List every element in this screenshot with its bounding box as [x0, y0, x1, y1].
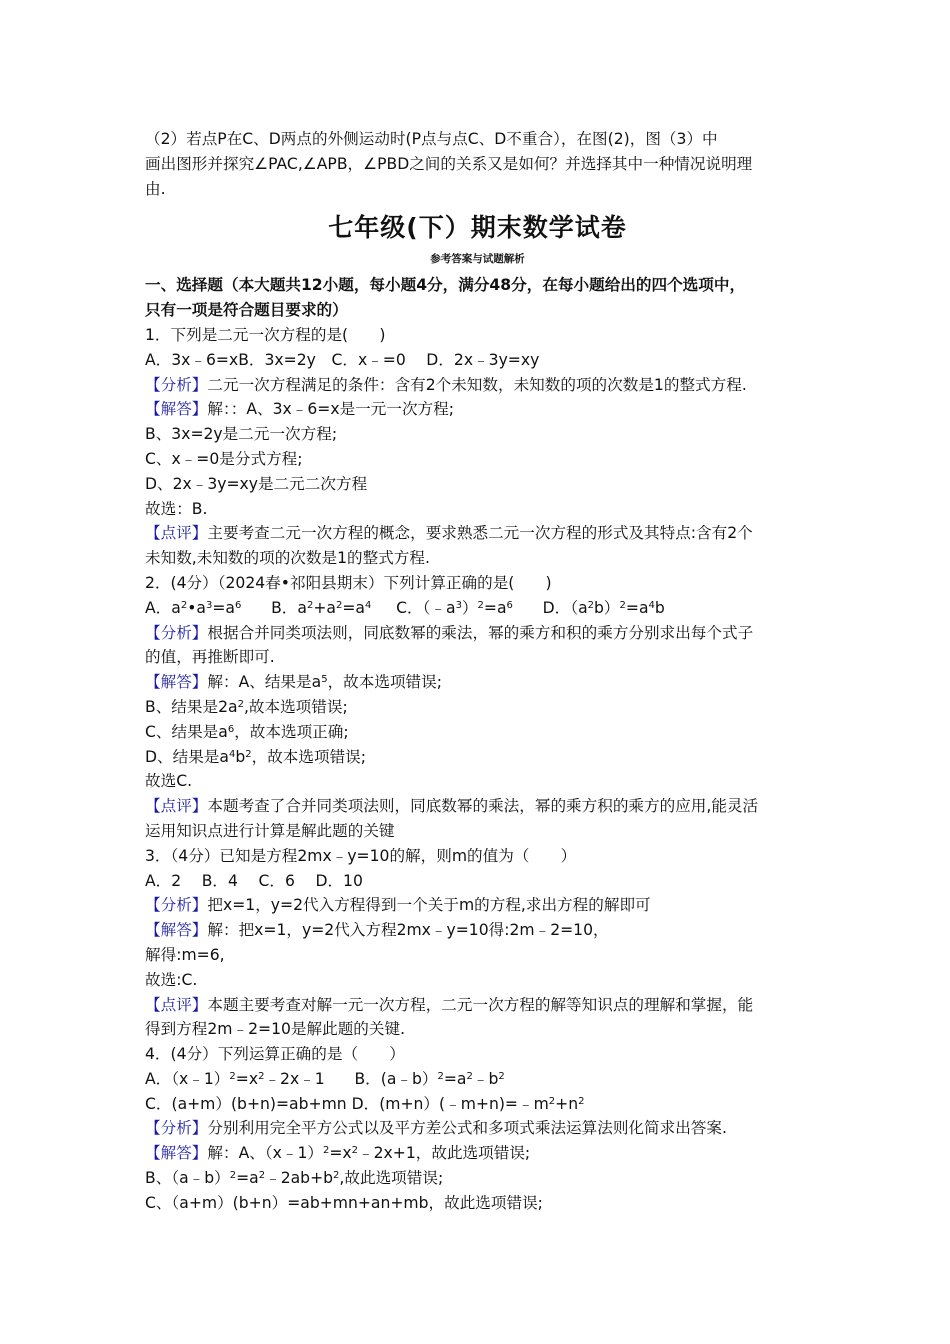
question-options: A．$(x﹣1)^2=x^2﹣2x﹣1$ B．$(a﹣b)^2=a^2﹣b^2$ [145, 1069, 505, 1088]
analysis-tag: 【分析】 [145, 623, 208, 642]
analysis-line: 【分析】根据合并同类项法则，同底数幂的乘法，幂的乘方和积的乘方分别求出每个式子 [145, 623, 754, 642]
document-page [145, 127, 810, 1216]
answer-step: B、3x=2y是二元一次方程; [145, 425, 338, 444]
answer-step: 解得:m=6, [145, 945, 225, 964]
comment-line: 得到方程2m﹣2=10是解此题的关键. [145, 1020, 406, 1039]
question-2 [145, 571, 810, 844]
section-heading: 只有一项是符合题目要求的） [145, 301, 348, 320]
text-line: （2）若点P在C、D两点的外侧运动时(P点与点C、D不重合），在图(2)，图（3）中 [145, 130, 718, 148]
answer-step: 故选C. [145, 772, 193, 791]
answer-step: C、结果是$a^6$，故本选项正确; [145, 722, 349, 741]
question-options: A．3x﹣6=xB．3x=2y C．x﹣=0 D．2x﹣3y=xy [145, 350, 540, 369]
answer-line: 【解答】解：把x=1，y=2代入方程2mx﹣y=10得:2m﹣2=10， [145, 921, 609, 940]
previous-question-part [145, 127, 810, 201]
answer-tag: 【解答】 [145, 400, 208, 419]
answer-step: 故选:C. [145, 970, 198, 989]
text-line: 画出图形并探究∠PAC,∠APB，∠PBD之间的关系又是如何？并选择其中一种情况说明理 [145, 154, 753, 173]
comment-line: 【点评】主要考查二元一次方程的概念，要求熟悉二元一次方程的形式及其特点:含有2个 [145, 524, 753, 543]
answer-step: B、结果是$2a^2$,故本选项错误; [145, 697, 348, 716]
question-stem: 1．下列是二元一次方程的是( ) [145, 325, 386, 344]
comment-tag: 【点评】 [145, 995, 208, 1014]
section-heading: 一、选择题（本大题共12小题，每小题4分，满分48分，在每小题给出的四个选项中， [145, 276, 746, 295]
answer-tag: 【解答】 [145, 921, 208, 940]
question-3 [145, 844, 810, 1042]
answer-step: B、$(a﹣b)^2=a^2﹣2ab+b^2$,故此选项错误; [145, 1169, 444, 1188]
answer-step: C、x﹣=0是分式方程; [145, 449, 303, 468]
comment-line: 【点评】本题考查了合并同类项法则，同底数幂的乘法，幂的乘方积的乘方的应用,能灵活 [145, 797, 759, 816]
answer-step: C、（a+m）(b+n）=ab+mn+an+mb，故此选项错误; [145, 1193, 543, 1212]
answer-tag: 【解答】 [145, 673, 208, 692]
question-stem: 2．(4分）（2024春•祁阳县期末）下列计算正确的是( ) [145, 573, 552, 592]
question-options: A．$a^2•a^3=a^6$ B．$a^2+a^2=a^4$ C．$(﹣a^3)^2=a^6$ D．$(a^2b)^2=a^4b$ [145, 598, 665, 617]
answer-tag: 【解答】 [145, 1144, 208, 1163]
question-options: C．(a+m）(b+n)=ab+mn D．$(m+n)(﹣m+n)=﹣m^2+n^2$ [145, 1094, 585, 1113]
question-4 [145, 1042, 810, 1216]
analysis-line: 【分析】二元一次方程满足的条件：含有2个未知数，未知数的项的次数是1的整式方程. [145, 375, 747, 394]
analysis-tag: 【分析】 [145, 1119, 208, 1138]
analysis-line: 【分析】把x=1，y=2代入方程得到一个关于m的方程,求出方程的解即可 [145, 896, 651, 915]
analysis-tag: 【分析】 [145, 896, 208, 915]
comment-line: 运用知识点进行计算是解此题的关键 [145, 821, 395, 840]
analysis-tag: 【分析】 [145, 375, 208, 394]
comment-tag: 【点评】 [145, 797, 208, 816]
answer-line: 【解答】解：A、$(x﹣1)^2=x^2﹣2x+1$，故此选项错误; [145, 1144, 531, 1163]
analysis-line: 的值，再推断即可. [145, 648, 275, 667]
page-subtitle: 参考答案与试题解析 [430, 253, 525, 266]
question-stem: 4．(4分）下列运算正确的是（ ） [145, 1045, 405, 1064]
question-options: A．2 B．4 C．6 D．10 [145, 871, 363, 890]
text-line: 由. [145, 179, 166, 198]
answer-step: 故选：B. [145, 499, 208, 518]
question-1 [145, 323, 810, 571]
answer-line: 【解答】解：：A、3x﹣6=x是一元一次方程; [145, 400, 455, 419]
page-title: 七年级(下）期末数学试卷 [328, 213, 627, 243]
question-stem: 3．（4分）已知是方程2mx﹣y=10的解，则m的值为（ ） [145, 846, 577, 865]
answer-step: D、结果是$a^4b^2$，故本选项错误; [145, 747, 367, 766]
answer-step: D、2x﹣3y=xy是二元二次方程 [145, 474, 368, 493]
comment-line: 未知数,未知数的项的次数是1的整式方程. [145, 549, 430, 568]
answer-line: 【解答】解：A、结果是$a^5$，故本选项错误; [145, 673, 442, 692]
comment-tag: 【点评】 [145, 524, 208, 543]
analysis-line: 【分析】分别利用完全平方公式以及平方差公式和多项式乘法运算法则化简求出答案. [145, 1119, 727, 1138]
comment-line: 【点评】本题主要考查对解一元一次方程，二元一次方程的解等知识点的理解和掌握，能 [145, 995, 754, 1014]
